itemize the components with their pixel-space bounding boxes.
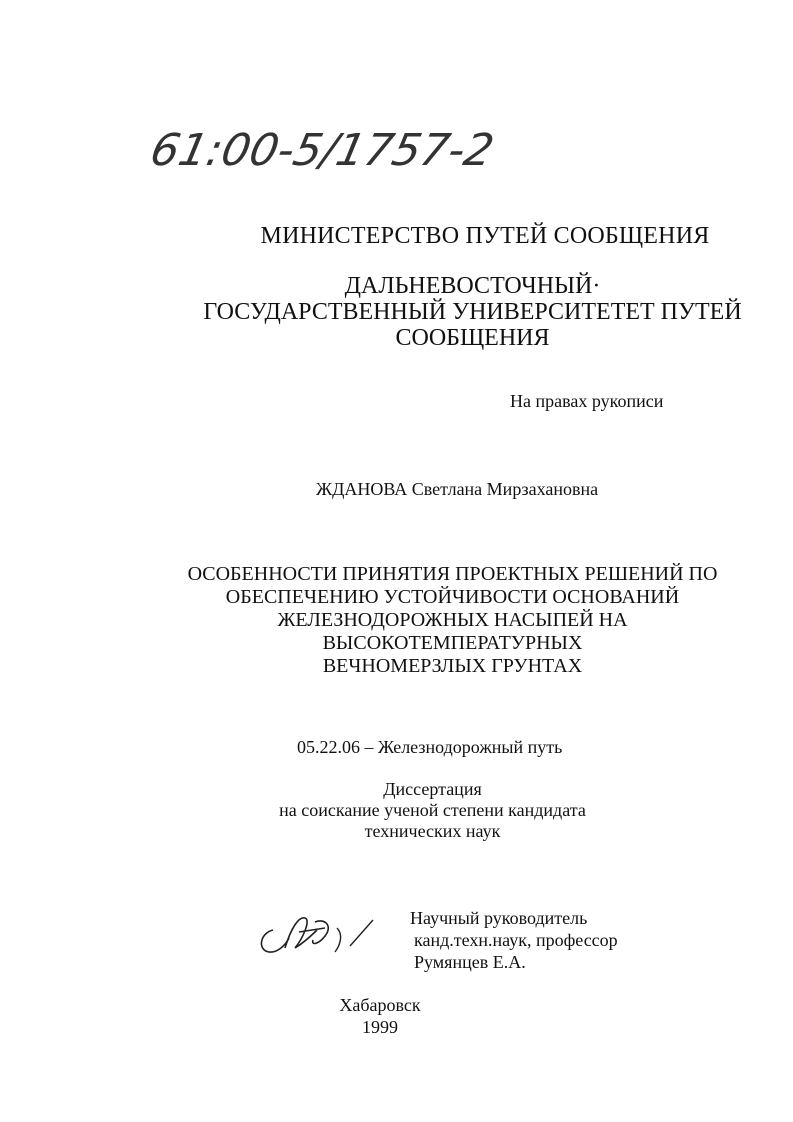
supervisor-line: Научный руководитель — [410, 908, 588, 928]
degree-description — [250, 779, 615, 842]
manuscript-rights-note: На правах рукописи — [510, 391, 664, 411]
supervisor-line: Румянцев Е.А. — [414, 952, 526, 972]
author-name: ЖДАНОВА Светлана Мирзахановна — [316, 479, 599, 499]
signature-drawing — [255, 908, 385, 968]
publication-year: 1999 — [362, 1017, 398, 1037]
title-line: ОСОБЕННОСТИ ПРИНЯТИЯ ПРОЕКТНЫХ РЕШЕНИЙ ПО — [187, 563, 718, 585]
supervisor-signature — [255, 908, 385, 968]
title-line: ОБЕСПЕЧЕНИЮ УСТОЙЧИВОСТИ ОСНОВАНИЙ — [225, 586, 680, 608]
degree-line: Диссертация — [383, 779, 482, 799]
university-line: ГОСУДАРСТВЕННЫЙ УНИВЕРСИТЕТЕТ ПУТЕЙ — [203, 299, 742, 325]
degree-line: технических наук — [364, 821, 501, 841]
city-year-block — [300, 994, 460, 1038]
university-line: СООБЩЕНИЯ — [395, 325, 550, 351]
handwritten-archive-number-drawing — [150, 110, 530, 190]
scientific-supervisor — [410, 907, 618, 973]
university-line: ДАЛЬНЕВОСТОЧНЫЙ· — [344, 273, 601, 299]
handwritten-archive-number — [150, 110, 530, 190]
title-line: ЖЕЛЕЗНОДОРОЖНЫХ НАСЫПЕЙ НА ВЫСОКОТЕМПЕРАТУРНЫХ — [277, 609, 628, 654]
supervisor-line: канд.техн.наук, профессор — [414, 930, 618, 950]
university-heading — [200, 273, 745, 351]
archive-number-text: 61:00-5/1757-2 — [150, 125, 498, 176]
ministry-heading: МИНИСТЕРСТВО ПУТЕЙ СООБЩЕНИЯ — [260, 223, 710, 249]
specialty-code: 05.22.06 – Железнодорожный путь — [297, 737, 563, 757]
degree-line: на соискание ученой степени кандидата — [279, 800, 586, 820]
title-line: ВЕЧНОМЕРЗЛЫХ ГРУНТАХ — [322, 655, 583, 677]
dissertation-title — [170, 563, 735, 678]
city-name: Хабаровск — [339, 995, 421, 1015]
